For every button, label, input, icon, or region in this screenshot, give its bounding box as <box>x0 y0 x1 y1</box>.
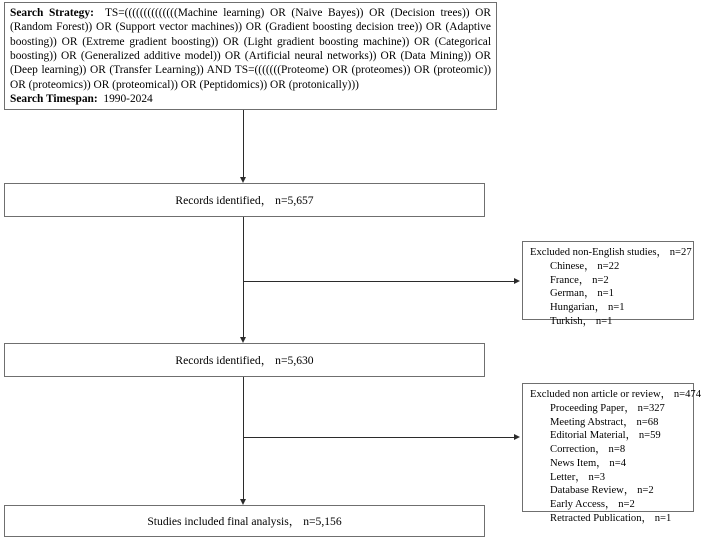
connector-records2-to-final <box>243 377 244 499</box>
search-timespan-value: 1990-2024 <box>103 93 153 106</box>
arrowhead-excluded-type <box>514 434 520 440</box>
list-item: German， n=1 <box>550 288 614 300</box>
excluded-non-article-list <box>530 402 689 526</box>
list-item: Early Access， n=2 <box>550 499 635 511</box>
search-strategy-label: Search Strategy: <box>10 7 94 19</box>
list-item: Database Review， n=2 <box>550 485 654 497</box>
excluded-non-english-heading: Excluded non-English studies， n=27 <box>530 247 692 258</box>
list-item: Hungarian， n=1 <box>550 302 625 314</box>
connector-branch-to-excluded-type <box>243 437 514 438</box>
list-item: Proceeding Paper， n=327 <box>550 402 665 414</box>
list-item: News Item， n=4 <box>550 457 626 469</box>
connector-branch-to-excluded-language <box>243 281 514 282</box>
excluded-non-article-heading: Excluded non article or review， n=474 <box>530 389 702 400</box>
studies-included-label: Studies included final analysis， n=5,156 <box>147 515 342 528</box>
list-item: Letter， n=3 <box>550 471 606 483</box>
records-identified-box-1 <box>4 183 485 217</box>
records-identified-label-2: Records identified， n=5,630 <box>175 354 314 367</box>
search-strategy-paragraph <box>10 6 491 92</box>
search-strategy-value: TS=((((((((((((((Machine learning) OR (Naive Bayes)) OR (Decision trees)) OR (Random Forest)) OR (Support vector machines)) OR (Gradient boosting decision tree)) OR (Adaptive boosting)) OR (Extreme gradient boosting)) OR (Light gradient boosting machine)) OR (Categorical boosting)) OR (Generalized additive model)) OR (Artificial neural networks)) OR (Data Mining)) OR (Deep learning)) OR (Transfer Learning)) AND TS=(((((((Proteome) OR (proteomes)) OR (proteomic)) OR (proteomics)) OR (proteomical)) OR (Peptidomics)) OR (protonically))) <box>10 7 491 91</box>
arrowhead-excluded-language <box>514 278 520 284</box>
list-item: France， n=2 <box>550 274 609 286</box>
records-identified-label-1: Records identified， n=5,657 <box>175 194 314 207</box>
list-item: Editorial Material， n=59 <box>550 430 661 442</box>
records-identified-box-2 <box>4 343 485 377</box>
excluded-non-english-box <box>522 241 694 327</box>
list-item: Chinese， n=22 <box>550 260 620 272</box>
search-timespan-label: Search Timespan: <box>10 93 98 106</box>
search-timespan-row <box>10 92 491 106</box>
excluded-non-english-list <box>530 260 689 329</box>
list-item: Meeting Abstract， n=68 <box>550 416 659 428</box>
list-item: Retracted Publication， n=1 <box>550 512 672 524</box>
connector-records1-to-records2 <box>243 217 244 337</box>
list-item: Turkish， n=1 <box>550 315 613 327</box>
connector-search-to-records1 <box>243 110 244 177</box>
list-item: Correction， n=8 <box>550 444 626 456</box>
studies-included-box <box>4 505 485 537</box>
excluded-non-article-box <box>522 383 702 524</box>
search-strategy-box <box>4 2 497 110</box>
